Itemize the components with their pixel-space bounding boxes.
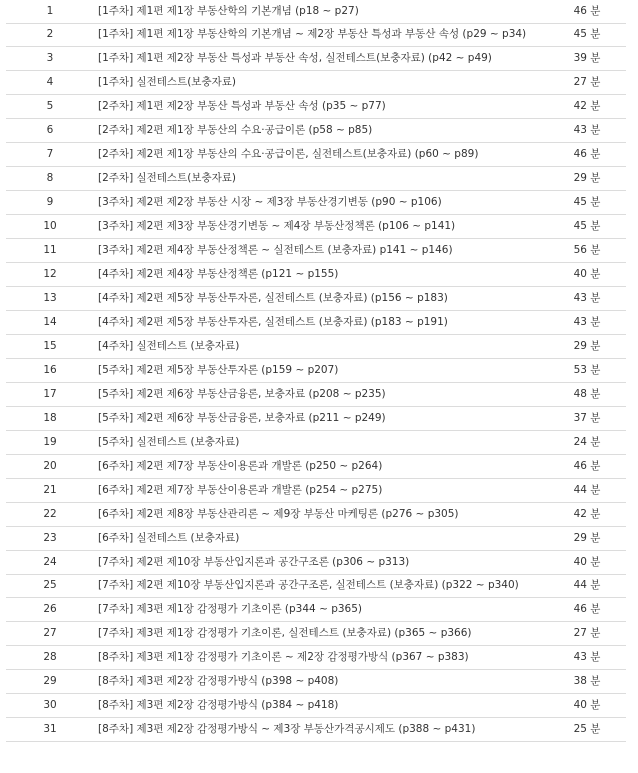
lecture-duration: 43 분 [548,287,626,311]
lecture-title-link[interactable]: [4주차] 제2편 제5장 부동산투자론, 실전테스트 (보충자료) (p156 ~ p183) [94,287,548,311]
lecture-duration: 29 분 [548,335,626,359]
lecture-title-link[interactable]: [3주차] 제2편 제4장 부동산정책론 ~ 실전테스트 (보충자료) p141 ~ p146) [94,239,548,263]
lecture-number: 19 [6,431,94,455]
lecture-duration: 45 분 [548,191,626,215]
lecture-title-link[interactable]: [4주차] 제2편 제5장 부동산투자론, 실전테스트 (보충자료) (p183 ~ p191) [94,311,548,335]
lecture-row[interactable] [6,167,626,191]
lecture-title-link[interactable]: [8주차] 제3편 제2장 감정평가방식 ~ 제3장 부동산가격공시제도 (p388 ~ p431) [94,718,548,742]
lecture-title-link[interactable]: [3주차] 제2편 제3장 부동산경기변동 ~ 제4장 부동산정책론 (p106 ~ p141) [94,215,548,239]
lecture-row[interactable] [6,718,626,742]
lecture-number: 13 [6,287,94,311]
lecture-row[interactable] [6,359,626,383]
lecture-row[interactable] [6,503,626,527]
lecture-duration: 42 분 [548,95,626,119]
lecture-title-link[interactable]: [1주차] 실전테스트(보충자료) [94,71,548,95]
lecture-number: 18 [6,407,94,431]
lecture-title-link[interactable]: [1주차] 제1편 제2장 부동산 특성과 부동산 속성, 실전테스트(보충자료) (p42 ~ p49) [94,47,548,71]
lecture-title-link[interactable]: [3주차] 제2편 제2장 부동산 시장 ~ 제3장 부동산경기변동 (p90 ~ p106) [94,191,548,215]
lecture-row[interactable] [6,239,626,263]
lecture-row[interactable] [6,455,626,479]
lecture-number: 22 [6,503,94,527]
lecture-title-link[interactable]: [8주차] 제3편 제1장 감정평가 기초이론 ~ 제2장 감정평가방식 (p367 ~ p383) [94,646,548,670]
lecture-title-link[interactable]: [5주차] 제2편 제5장 부동산투자론 (p159 ~ p207) [94,359,548,383]
lecture-duration: 46 분 [548,143,626,167]
lecture-duration: 40 분 [548,694,626,718]
lecture-number: 21 [6,479,94,503]
lecture-number: 23 [6,527,94,551]
lecture-row[interactable] [6,24,626,47]
lecture-number: 9 [6,191,94,215]
lecture-number: 6 [6,119,94,143]
lecture-number: 15 [6,335,94,359]
lecture-title-link[interactable]: [4주차] 제2편 제4장 부동산정책론 (p121 ~ p155) [94,263,548,287]
lecture-row[interactable] [6,694,626,718]
lecture-duration: 39 분 [548,47,626,71]
lecture-duration: 29 분 [548,167,626,191]
lecture-row[interactable] [6,191,626,215]
lecture-row[interactable] [6,47,626,71]
lecture-list-table [6,0,626,742]
lecture-title-link[interactable]: [7주차] 제3편 제1장 감정평가 기초이론, 실전테스트 (보충자료) (p365 ~ p366) [94,622,548,646]
lecture-row[interactable] [6,215,626,239]
lecture-title-link[interactable]: [6주차] 제2편 제7장 부동산이용론과 개발론 (p254 ~ p275) [94,479,548,503]
lecture-number: 28 [6,646,94,670]
lecture-duration: 45 분 [548,215,626,239]
lecture-title-link[interactable]: [7주차] 제3편 제1장 감정평가 기초이론 (p344 ~ p365) [94,598,548,622]
lecture-duration: 29 분 [548,527,626,551]
lecture-row[interactable] [6,646,626,670]
lecture-duration: 27 분 [548,622,626,646]
lecture-duration: 43 분 [548,119,626,143]
lecture-number: 16 [6,359,94,383]
lecture-number: 12 [6,263,94,287]
lecture-title-link[interactable]: [2주차] 제2편 제1장 부동산의 수요·공급이론, 실전테스트(보충자료) (p60 ~ p89) [94,143,548,167]
lecture-title-link[interactable]: [8주차] 제3편 제2장 감정평가방식 (p398 ~ p408) [94,670,548,694]
lecture-row[interactable] [6,479,626,503]
lecture-row[interactable] [6,551,626,575]
lecture-number: 10 [6,215,94,239]
lecture-title-link[interactable]: [7주차] 제2편 제10장 부동산입지론과 공간구조론 (p306 ~ p313) [94,551,548,575]
lecture-number: 25 [6,575,94,598]
lecture-title-link[interactable]: [4주차] 실전테스트 (보충자료) [94,335,548,359]
lecture-number: 5 [6,95,94,119]
lecture-row[interactable] [6,598,626,622]
lecture-title-link[interactable]: [1주차] 제1편 제1장 부동산학의 기본개념 (p18 ~ p27) [94,0,548,24]
lecture-number: 26 [6,598,94,622]
lecture-number: 11 [6,239,94,263]
lecture-title-link[interactable]: [2주차] 제1편 제2장 부동산 특성과 부동산 속성 (p35 ~ p77) [94,95,548,119]
lecture-row[interactable] [6,431,626,455]
lecture-number: 29 [6,670,94,694]
lecture-duration: 46 분 [548,0,626,24]
lecture-row[interactable] [6,407,626,431]
lecture-duration: 40 분 [548,263,626,287]
lecture-row[interactable] [6,263,626,287]
lecture-number: 31 [6,718,94,742]
lecture-number: 7 [6,143,94,167]
lecture-row[interactable] [6,311,626,335]
lecture-title-link[interactable]: [6주차] 제2편 제7장 부동산이용론과 개발론 (p250 ~ p264) [94,455,548,479]
lecture-duration: 24 분 [548,431,626,455]
lecture-title-link[interactable]: [2주차] 제2편 제1장 부동산의 수요·공급이론 (p58 ~ p85) [94,119,548,143]
lecture-number: 17 [6,383,94,407]
lecture-duration: 37 분 [548,407,626,431]
lecture-duration: 56 분 [548,239,626,263]
lecture-title-link[interactable]: [5주차] 제2편 제6장 부동산금융론, 보충자료 (p211 ~ p249) [94,407,548,431]
lecture-number: 24 [6,551,94,575]
lecture-row[interactable] [6,0,626,24]
lecture-title-link[interactable]: [6주차] 제2편 제8장 부동산관리론 ~ 제9장 부동산 마케팅론 (p276 ~ p305) [94,503,548,527]
lecture-duration: 43 분 [548,646,626,670]
lecture-row[interactable] [6,670,626,694]
lecture-title-link[interactable]: [2주차] 실전테스트(보충자료) [94,167,548,191]
lecture-row[interactable] [6,527,626,551]
lecture-list-body [6,0,626,742]
lecture-row[interactable] [6,622,626,646]
lecture-duration: 46 분 [548,455,626,479]
lecture-title-link[interactable]: [7주차] 제2편 제10장 부동산입지론과 공간구조론, 실전테스트 (보충자료) (p322 ~ p340) [94,575,548,598]
lecture-duration: 45 분 [548,24,626,47]
lecture-number: 30 [6,694,94,718]
lecture-number: 8 [6,167,94,191]
lecture-row[interactable] [6,287,626,311]
lecture-title-link[interactable]: [8주차] 제3편 제2장 감정평가방식 (p384 ~ p418) [94,694,548,718]
lecture-title-link[interactable]: [5주차] 제2편 제6장 부동산금융론, 보충자료 (p208 ~ p235) [94,383,548,407]
lecture-number: 27 [6,622,94,646]
lecture-duration: 25 분 [548,718,626,742]
lecture-duration: 27 분 [548,71,626,95]
lecture-duration: 40 분 [548,551,626,575]
lecture-row[interactable] [6,95,626,119]
lecture-row[interactable] [6,119,626,143]
lecture-number: 2 [6,24,94,47]
lecture-number: 20 [6,455,94,479]
lecture-number: 14 [6,311,94,335]
lecture-duration: 38 분 [548,670,626,694]
lecture-duration: 53 분 [548,359,626,383]
lecture-number: 4 [6,71,94,95]
lecture-duration: 43 분 [548,311,626,335]
lecture-number: 1 [6,0,94,24]
lecture-duration: 48 분 [548,383,626,407]
lecture-duration: 44 분 [548,479,626,503]
lecture-row[interactable] [6,71,626,95]
lecture-row[interactable] [6,383,626,407]
lecture-row[interactable] [6,335,626,359]
lecture-title-link[interactable]: [1주차] 제1편 제1장 부동산학의 기본개념 ~ 제2장 부동산 특성과 부동산 속성 (p29 ~ p34) [94,24,548,47]
lecture-duration: 46 분 [548,598,626,622]
lecture-duration: 42 분 [548,503,626,527]
lecture-title-link[interactable]: [6주차] 실전테스트 (보충자료) [94,527,548,551]
lecture-row[interactable] [6,575,626,598]
lecture-title-link[interactable]: [5주차] 실전테스트 (보충자료) [94,431,548,455]
lecture-row[interactable] [6,143,626,167]
lecture-number: 3 [6,47,94,71]
lecture-duration: 44 분 [548,575,626,598]
